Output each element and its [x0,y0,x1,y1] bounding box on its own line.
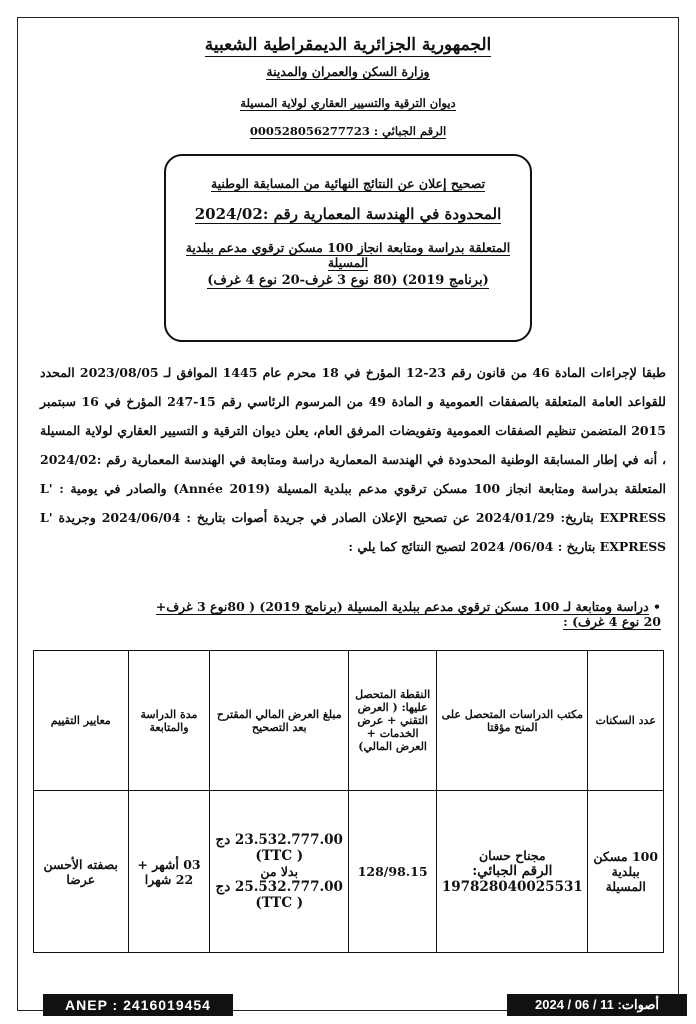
header-score: النقطة المتحصل عليها: ( العرض التقني + عرض الخدمات + العرض المالي) [349,651,437,791]
publication-date-badge: أصوات: 11 / 06 / 2024 [507,994,687,1016]
cell-duration: 03 أشهر + 22 شهرا [128,791,210,953]
notice-box [164,154,532,342]
cell-housing-count: 100 مسكن ببلدية المسيلة [588,791,664,953]
cell-amount [210,791,349,953]
amount-ttc-2: ( TTC) [255,895,304,911]
amount-new: 23.532.777.00 دج [215,832,343,848]
body-paragraph: طبقا لإجراءات المادة 46 من قانون رقم 23-12 المؤرخ في 18 محرم عام 1445 الموافق لـ 2023/08/05 المحدد للقواعد العامة المتعلقة بالصفقات العمومية و المادة 49 من المرسوم الرئاسي رقم 15-247 المؤرخ في 16 سبتمبر 2015 المتضمن تنظيم الصفقات العمومية وتفويضات المرفق العام، يعلن ديوان الترقية و التسيير العقاري لولاية المسيلة ، أنه في إطار المسابقة الوطنية المحدودة في الهندسة المعمارية دراسة ومتابعة في الهندسة المعمارية رقم :2024/02 المتعلقة بدراسة ومتابعة انجاز 100 مسكن ترقوي مدعم ببلدية المسيلة (Année 2019) والصادر في يومية : L' EXPRESS بتاريخ: 2024/01/29 عن تصحيح الإعلان الصادر في جريدة أصوات بتاريخ : 2024/06/04 وجريدة L' EXPRESS بتاريخ : 06/04/ 2024 لتصبح النتائج كما يلي : [40,365,666,554]
header-amount: مبلغ العرض المالي المقترح بعد التصحيح [210,651,349,791]
cell-criteria: بصفته الأحسن عرضا [34,791,129,953]
notice-line-4: (برنامج 2019) (80 نوع 3 غرف-20 نوع 4 غرف) [207,273,489,288]
notice-line-2: المحدودة في الهندسة المعمارية رقم :2024/02 [194,205,502,223]
results-table [33,650,664,953]
notice-body [40,358,666,561]
header-housing-count: عدد السكنات [588,651,664,791]
table-header-row [34,651,664,791]
amount-ttc-1: ( TTC) [255,848,304,864]
header-duration: مدة الدراسة والمتابعة [128,651,210,791]
header-office: مكتب الدراسات المتحصل على المنح مؤقتا [437,651,588,791]
cell-office [437,791,588,953]
notice-line-3: المتعلقة بدراسة ومتابعة انجاز 100 مسكن ترقوي مدعم ببلدية المسيلة [185,240,511,270]
cell-score: 128/98.15 [349,791,437,953]
office-name-value: مجناح حسان [478,848,546,863]
fiscal-id: الرقم الجبائي : 000528056277723 [249,124,447,138]
amount-old: 25.532.777.00 دج [215,879,343,895]
project-bullet: • دراسة ومتابعة لـ 100 مسكن ترقوي مدعم ببلدية المسيلة (برنامج 2019) ( 80نوع 3 غرف+ 20 نوع 4 غرف) : [155,599,661,629]
office-fiscal-value: الرقم الجبائي: 197828040025531 [441,863,583,895]
table-row [34,791,664,953]
amount-instead-of: بدلا من [260,864,299,879]
anep-badge: ANEP : 2416019454 [43,994,233,1016]
office-name: ديوان الترقية والتسيير العقاري لولاية المسيلة [240,96,456,110]
header-criteria: معايير التقييم [34,651,129,791]
ministry-name: وزارة السكن والعمران والمدينة [266,64,430,79]
republic-title: الجمهورية الجزائرية الديمقراطية الشعبية [204,35,492,55]
notice-line-1: تصحيح إعلان عن النتائج النهائية من المسابقة الوطنية [210,176,486,191]
